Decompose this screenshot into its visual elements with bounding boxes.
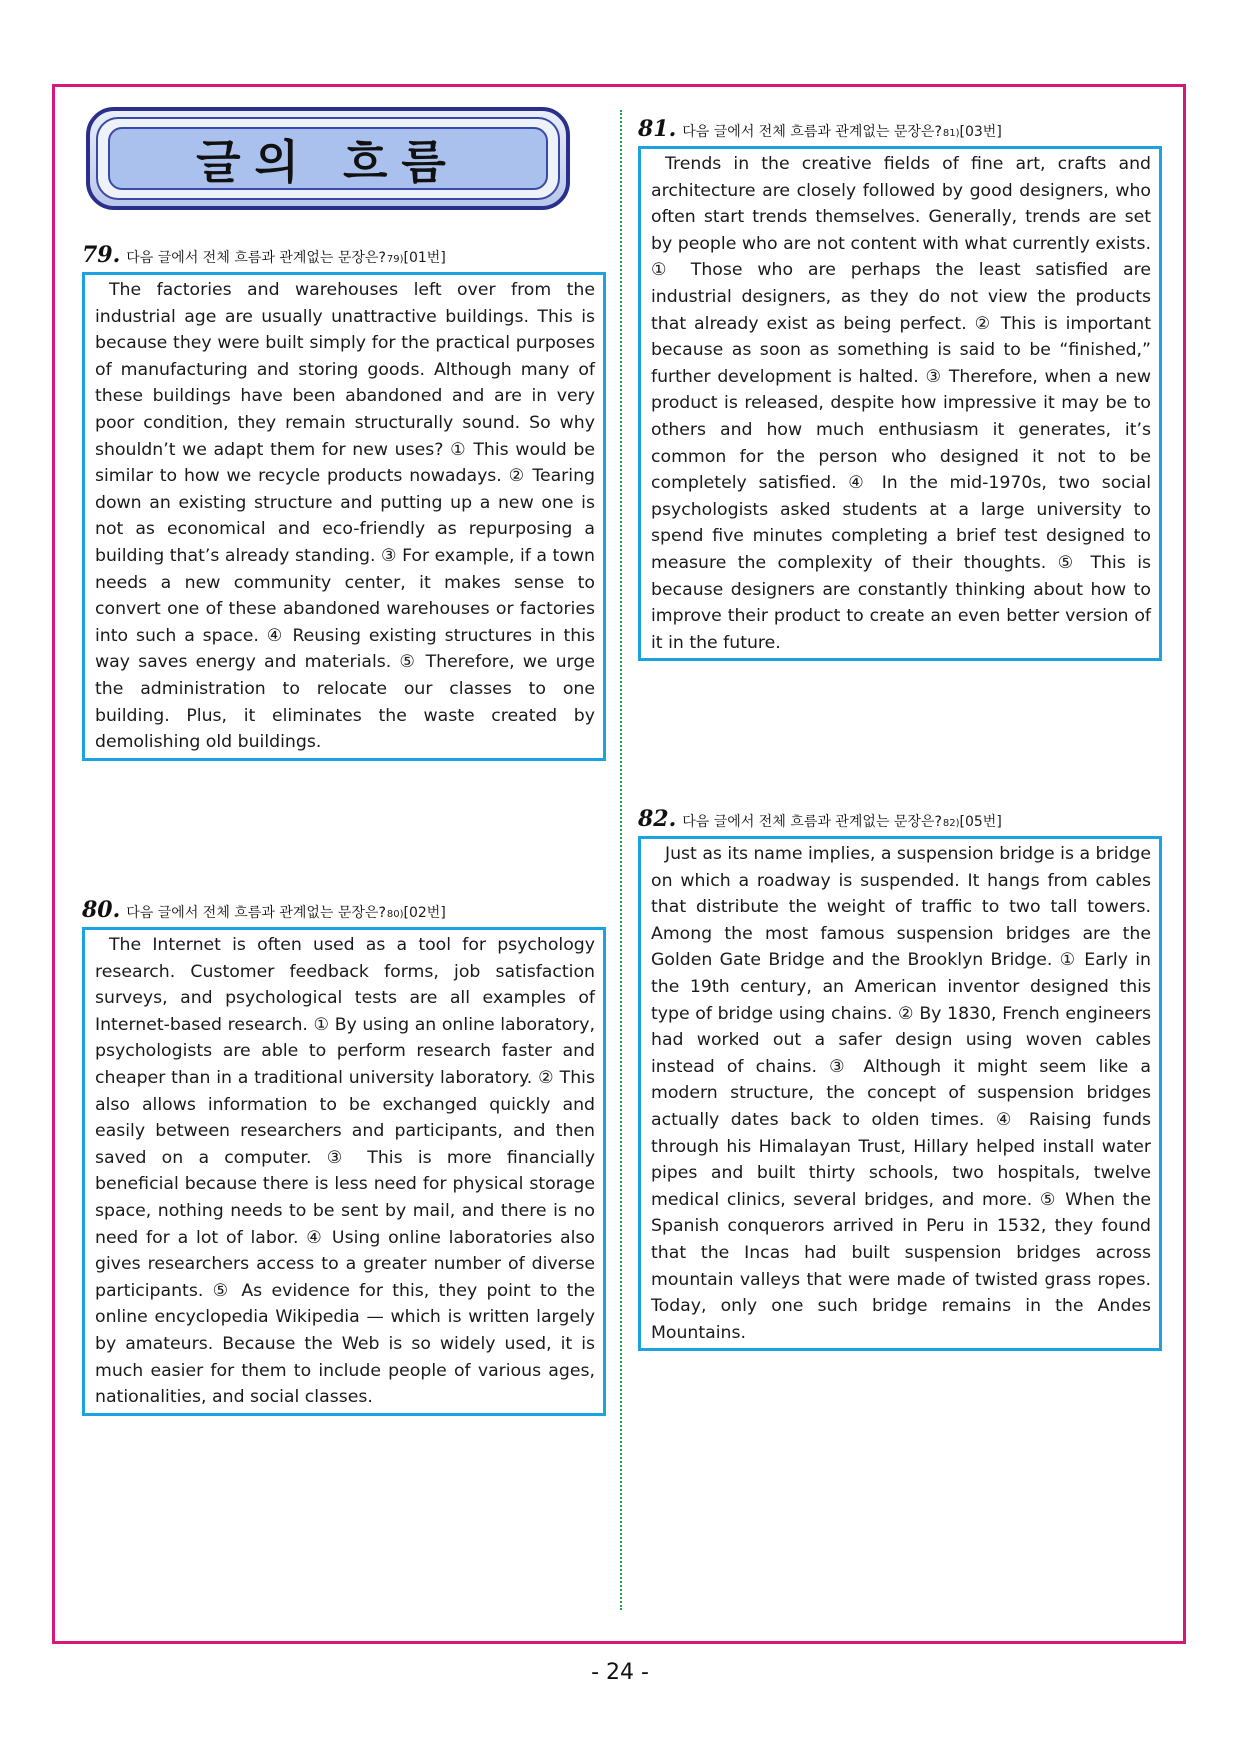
question-code: [03번] (959, 124, 1002, 140)
passage-text: The factories and warehouses left over from the industrial age are usually unattractive buildings. This is because they were built simply for the practical purposes of manufacturing and storing goods. Although many of these buildings have been abandoned and are in very poor condition, they remain structurally sound. So why shouldn’t we adapt them for new uses? ① This would be similar to how we recycle products nowadays. ② Tearing down an existing structure and putting up a new one is not as economical and eco-friendly as repurposing a building that’s already standing. ③ For example, if a town needs a new community center, it makes sense to convert one of these abandoned warehouses or factories into such a space. ④ Reusing existing structures in this way saves energy and materials. ⑤ Therefore, we urge the administration to relocate our classes to one building. Plus, it eliminates the waste created by demolishing old buildings. (95, 280, 595, 753)
section-title-banner (86, 107, 570, 210)
passage-box (82, 927, 606, 1416)
passage-text: Just as its name implies, a suspension bridge is a bridge on which a roadway is suspended. It hangs from cables that distribute the weight of traffic to two tall towers. Among the most famous suspension bridges are the Golden Gate Bridge and the Brooklyn Bridge. ① Early in the 19th century, an American inventor designed this type of bridge using chains. ② By 1830, French engineers had worked out a safer design using woven cables instead of chains. ③ Although it might seem like a modern structure, the concept of suspension bridges actually dates back to olden times. ④ Raising funds through his Himalayan Trust, Hillary helped install water pipes and built thirty schools, two hospitals, twelve medical clinics, several bridges, and more. ⑤ When the Spanish conquerors arrived in Peru in 1532, they found that the Incas had built suspension bridges across mountain valleys that were made of twisted grass ropes. Today, only one such bridge remains in the Andes Mountains. (651, 844, 1152, 1343)
question-81 (638, 116, 1162, 661)
question-79 (82, 242, 606, 761)
passage-text: The Internet is often used as a tool for psychology research. Customer feedback forms, job satisfaction surveys, and psychological tests are all examples of Internet-based research. ① By using an online laboratory, psychologists are able to perform research faster and cheaper than in a traditional university laboratory. ② This also allows information to be exchanged quickly and easily between researchers and participants, and then saved on a computer. ③ This is more financially beneficial because there is less need for physical storage space, nothing needs to be sent by mail, and there is no need for a lot of labor. ④ Using online laboratories also gives researchers access to a greater number of diverse participants. ⑤ As evidence for this, they point to the online encyclopedia Wikipedia — which is written largely by amateurs. Because the Web is so widely used, it is much easier for them to include people of various ages, nationalities, and social classes. (95, 935, 595, 1408)
question-prompt: 다음 글에서 전체 흐름과 관계없는 문장은? (126, 250, 386, 266)
section-title: 글의 흐름 (196, 134, 460, 189)
question-number: 80. (82, 897, 121, 923)
footnote-marker: 79) (386, 254, 404, 265)
footnote-marker: 82) (942, 818, 960, 829)
footnote-marker: 81) (942, 128, 960, 139)
column-divider (620, 110, 622, 1610)
question-80 (82, 897, 606, 1416)
footnote-marker: 80) (386, 909, 404, 920)
question-prompt: 다음 글에서 전체 흐름과 관계없는 문장은? (126, 905, 386, 921)
passage-box (82, 272, 606, 761)
passage-box (638, 146, 1162, 661)
question-number: 81. (638, 116, 677, 142)
passage-box (638, 836, 1162, 1351)
question-code: [05번] (959, 814, 1002, 830)
question-prompt: 다음 글에서 전체 흐름과 관계없는 문장은? (682, 124, 942, 140)
question-82 (638, 806, 1162, 1351)
question-header (638, 806, 1162, 832)
passage-text: Trends in the creative fields of fine art, crafts and architecture are closely followed by good designers, who often start trends themselves. Generally, trends are set by people who are not content with what currently exists. ① Those who are perhaps the least satisfied are industrial designers, as they do not view the products that already exist as being perfect. ② This is important because as soon as something is said to be “finished,” further development is halted. ③ Therefore, when a new product is released, despite how impressive it may be to others and how much enthusiasm it generates, it’s common for the person who designed it not to be completely satisfied. ④ In the mid-1970s, two social psychologists asked students at a large university to spend five minutes completing a brief test designed to measure the complexity of their thoughts. ⑤ This is because designers are constantly thinking about how to improve their product to create an even better version of it in the future. (651, 154, 1151, 653)
question-code: [01번] (403, 250, 446, 266)
question-header (638, 116, 1162, 142)
question-header (82, 242, 606, 268)
question-prompt: 다음 글에서 전체 흐름과 관계없는 문장은? (682, 814, 942, 830)
question-header (82, 897, 606, 923)
question-code: [02번] (403, 905, 446, 921)
page-number: - 24 - (591, 1660, 649, 1685)
question-number: 82. (638, 806, 677, 832)
question-number: 79. (82, 242, 121, 268)
